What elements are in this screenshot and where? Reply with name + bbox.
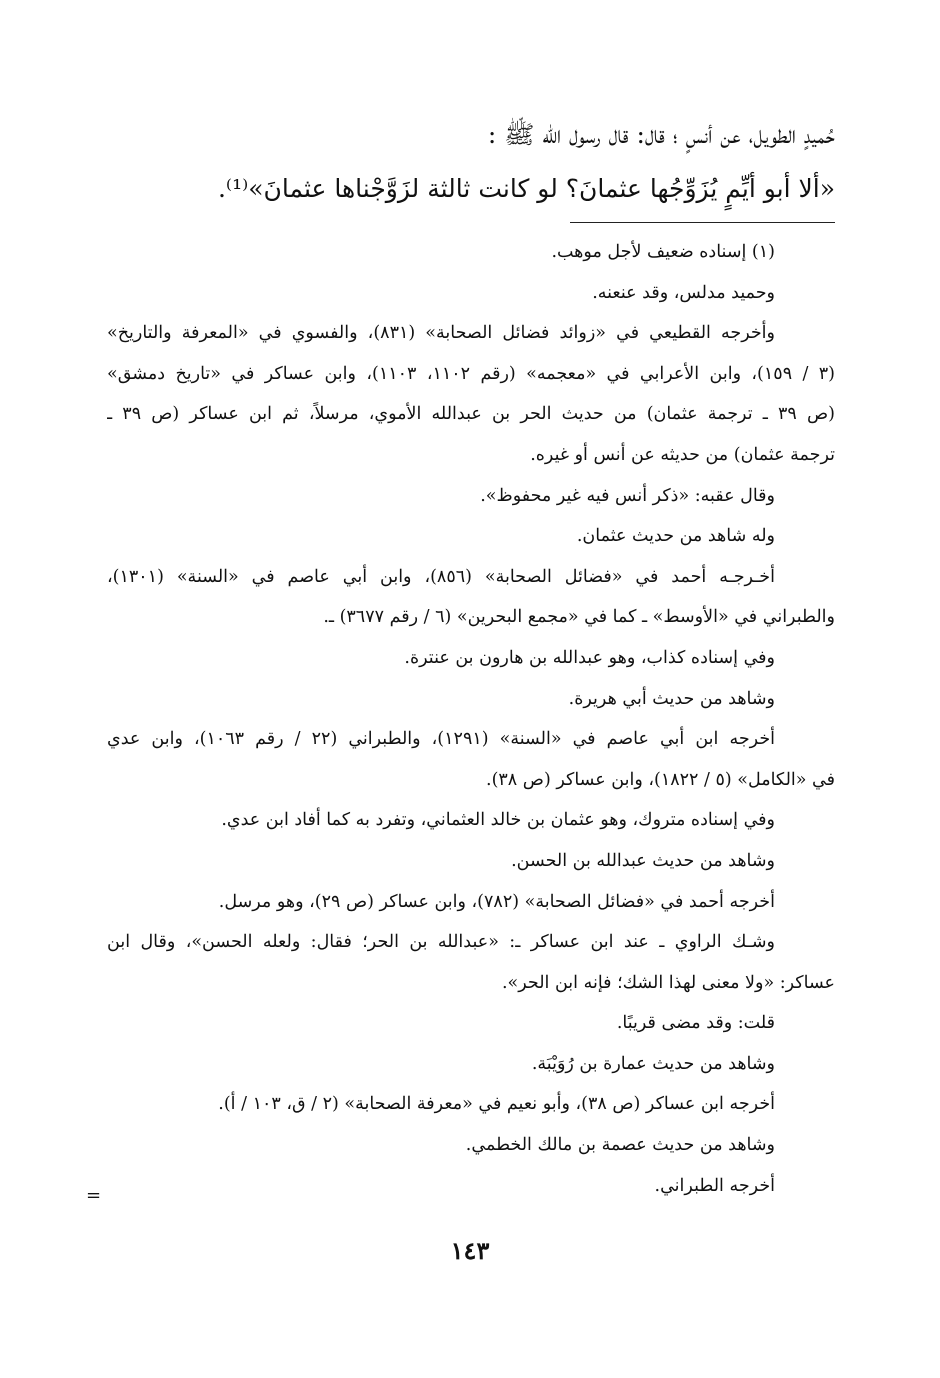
footnote-line: ترجمة عثمان) من حديثه عن أنس أو غيره.: [530, 444, 835, 465]
footnote-line: (٣ / ١٥٩)، وابن الأعرابي في «معجمه» (رقم ١١٠٢، ١١٠٣)، وابن عساكر في «تاريخ دمشق»: [107, 363, 835, 384]
footnote-line: قلت: وقد مضى قريبًا.: [616, 1013, 775, 1034]
footnote-line: في «الكامل» (٥ / ١٨٢٢)، وابن عساكر (ص ٣٨).: [486, 769, 835, 790]
footnote-line: وفي إسناده متروك، وهو عثمان بن خالد العثماني، وتفرد به كما أفاد ابن عدي.: [221, 810, 775, 831]
footnote-line: وله شاهد من حديث عثمان.: [576, 526, 775, 547]
page-number: ١٤٣: [450, 1236, 490, 1265]
footnote-line: وشاهد من حديث عمارة بن رُوَيْبَة.: [531, 1053, 775, 1074]
footnote-line: أخـرجـه أحمد في «فضائل الصحابة» (٨٥٦)، وابن أبي عاصم في «السنة» (١٣٠١)،: [107, 566, 775, 587]
footnote-line: أخرجه أحمد في «فضائل الصحابة» (٧٨٢)، وابن عساكر (ص ٢٩)، وهو مرسل.: [218, 891, 775, 912]
footnotes-block: [107, 232, 835, 1206]
main-text-line: «ألا أبو أيِّمٍ يُزَوِّجُها عثمانَ؟ لو كانت ثالثة لزَوَّجْناها عثمانَ»⁽¹⁾.: [217, 174, 835, 203]
footnote-line: وفي إسناده كذاب، وهو عبدالله بن هارون بن عنترة.: [404, 647, 775, 668]
footnote-line: وشاهد من حديث عصمة بن مالك الخطمي.: [465, 1135, 775, 1156]
continuation-mark: =: [86, 1185, 102, 1206]
footnote-line: وأخرجه القطيعي في «زوائد فضائل الصحابة» (٨٣١)، والفسوي في «المعرفة والتاريخ»: [107, 323, 775, 344]
footnote-line: وشاهد من حديث عبدالله بن الحسن.: [511, 850, 775, 871]
footnote-line: وحميد مدلس، وقد عنعنه.: [592, 282, 775, 303]
main-text-line: حُميدٍ الطويل، عن أنسٍ ؛ قال: قال رسول الله ﷺ :: [487, 120, 835, 149]
main-text-block: [95, 108, 835, 216]
footnote-separator: [570, 222, 835, 223]
footnote-line: عساكر: «ولا معنى لهذا الشك؛ فإنه ابن الحر».: [501, 972, 835, 993]
footnote-line: وشاهد من حديث أبي هريرة.: [568, 688, 775, 709]
footnote-line: والطبراني في «الأوسط» ـ كما في «مجمع البحرين» (٦ / رقم ٣٦٧٧) ـ.: [323, 607, 835, 628]
footnote-line: (١) إسناده ضعيف لأجل موهب.: [551, 242, 775, 262]
footnote-line: وشـك الراوي ـ عند ابن عساكر ـ: «عبدالله بن الحر؛ فقال: ولعله الحسن»، وقال ابن: [107, 932, 775, 953]
footnote-line: (ص ٣٩ ـ ترجمة عثمان) من حديث الحر بن عبدالله الأموي، مرسلاً، ثم ابن عساكر (ص ٣٩ ـ: [107, 404, 835, 425]
footnote-line: أخرجه الطبراني.: [654, 1175, 775, 1196]
footnote-line: أخرجه ابن أبي عاصم في «السنة» (١٢٩١)، والطبراني (٢٢ / رقم ١٠٦٣)، وابن عدي: [107, 729, 775, 750]
footnote-line: أخرجه ابن عساكر (ص ٣٨)، وأبو نعيم في «معرفة الصحابة» (٢ / ق، ١٠٣ / أ).: [218, 1094, 775, 1115]
footnote-line: وقال عقبه: «ذكر أنس فيه غير محفوظ».: [480, 485, 775, 506]
